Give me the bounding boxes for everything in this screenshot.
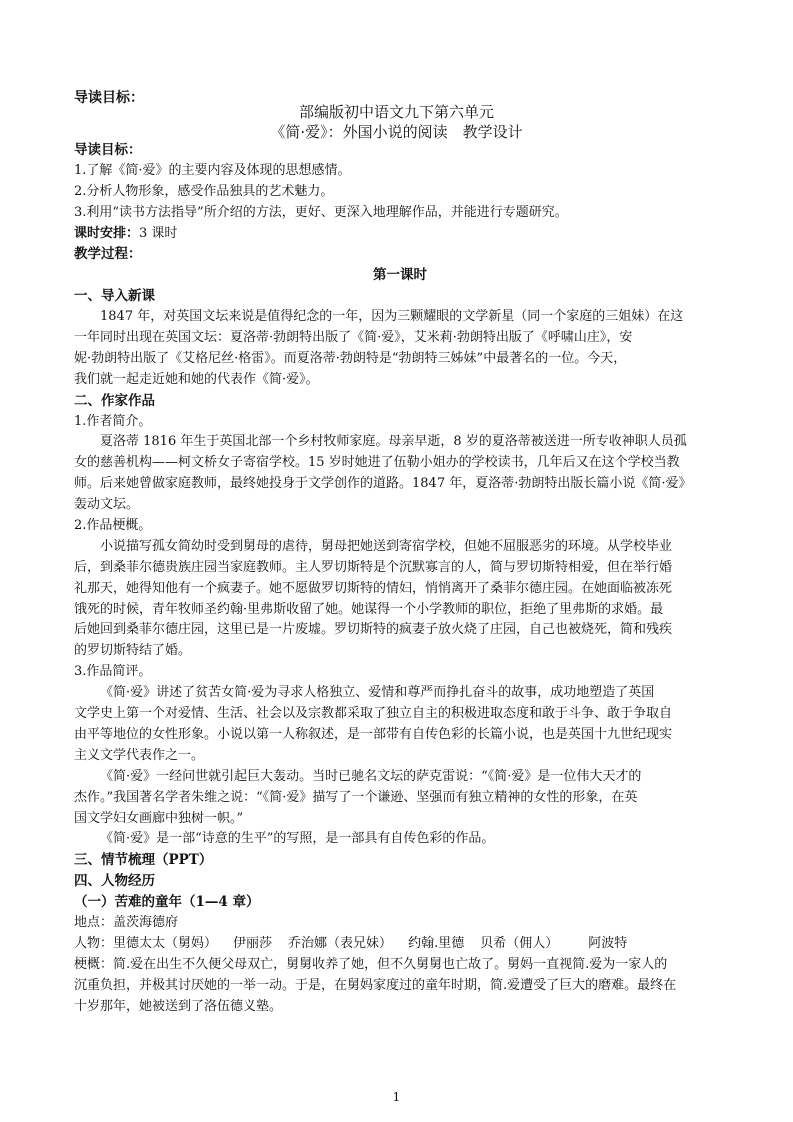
subsection-review: 3.作品简评。: [74, 664, 152, 680]
paragraph-line: 女的慈善机构——柯文桥女子寄宿学校。15 岁时她进了伍勒小姐办的学校读书，几年后又在这个学校当教: [74, 455, 680, 471]
paragraph-line: 由平等地位的女性形象。小说以第一人称叙述，是一部带有自传色彩的长篇小说，也是英国十九世纪现实: [74, 726, 673, 742]
place-line: 地点：盖茨海德府: [74, 914, 179, 930]
paragraph-line: 后她回到桑菲尔德庄园，这里已是一片废墟。罗切斯特的疯妻子放火烧了庄园，自己也被烧死，简和残疾: [74, 622, 673, 638]
paragraph-line: 夏洛蒂 1816 年生于英国北部一个乡村牧师家庭。母亲早逝，8 岁的夏洛蒂被送进一所专收神职人员孤: [100, 434, 687, 450]
section-4-heading: 四、人物经历: [74, 873, 155, 890]
section-2-heading: 二、作家作品: [74, 392, 155, 409]
title-line-1: 部编版初中语文九下第六单元: [298, 103, 494, 121]
people-label: 人物：: [74, 935, 114, 951]
schedule: [74, 224, 726, 245]
paragraph-line: 小说描写孤女简幼时受到舅母的虐待，舅母把她送到寄宿学校，但她不屈服恶劣的环境。从学校毕业: [100, 538, 673, 554]
paragraph-line: 妮·勃朗特出版了《艾格尼丝·格雷》。而夏洛蒂·勃朗特是“勃朗特三姊妹”中最著名的一位。今天，: [74, 350, 627, 366]
paragraph-line: 杰作。”我国著名学者朱维之说：“《简·爱》描写了一个谦逊、坚强而有独立精神的女性的形象，在英: [74, 789, 638, 805]
paragraph-line: 1847 年，对英国文坛来说是值得纪念的一年，因为三颗耀眼的文学新星（同一个家庭的三姐妹）在这: [100, 309, 684, 325]
paragraph-line: 轰动文坛。: [74, 497, 140, 513]
subsection-synopsis: 2.作品梗概。: [74, 518, 152, 534]
people-line: [74, 934, 726, 955]
summary-line: 梗概：简.爱在出生不久便父母双亡，舅舅收养了她，但不久舅舅也亡故了。舅妈一直视简.爱为一家人的: [74, 956, 668, 972]
paragraph-line: 我们就一起走近她和她的代表作《简·爱》。: [74, 371, 319, 387]
person: 伊丽莎: [233, 935, 273, 951]
person: 约翰.里德: [408, 935, 465, 951]
paragraph-line: 师。后来她曾做家庭教师，最终她投身于文学创作的道路。1847 年，夏洛蒂·勃朗特出版长篇小说《简·爱》: [74, 476, 692, 492]
paragraph-line: 一年同时出现在英国文坛：夏洛蒂·勃朗特出版了《简·爱》，艾米莉·勃朗特出版了《呼啸山庄》，安: [74, 330, 633, 346]
goal-1: 1.了解《简·爱》的主要内容及体现的思想感情。: [74, 162, 351, 178]
summary-line: 沉重负担，并极其讨厌她的一举一动。于是，在舅妈家度过的童年时期，简.爱遭受了巨大的磨难。最终在: [74, 977, 677, 993]
person: 贝希（佣人）: [480, 935, 559, 951]
goals-heading: 导读目标：: [74, 142, 142, 158]
paragraph-line: 《简·爱》一经问世就引起巨大轰动。当时已驰名文坛的萨克雷说：“《简·爱》是一位伟大天才的: [100, 768, 642, 784]
schedule-value: 3 课时: [139, 225, 178, 241]
paragraph-line: 饿死的时候，青年牧师圣约翰·里弗斯收留了她。她谋得一个小学教师的职位，拒绝了里弗斯的求婚。最: [74, 601, 664, 617]
paragraph-line: 后，到桑菲尔德贵族庄园当家庭教师。主人罗切斯特是个沉默寡言的人，简与罗切斯特相爱，但在举行婚: [74, 559, 673, 575]
section-1-heading: 一、导入新课: [74, 288, 155, 305]
paragraph-line: 《简·爱》讲述了贫苦女简·爱为寻求人格独立、爱情和尊严而挣扎奋斗的故事，成功地塑造了英国: [100, 685, 655, 701]
goal-3: 3.利用“读书方法指导”所介绍的方法，更好、更深入地理解作品，并能进行专题研究。: [74, 204, 568, 220]
paragraph-line: 的罗切斯特结了婚。: [74, 643, 192, 659]
goal-2: 2.分析人物形象，感受作品独具的艺术魅力。: [74, 183, 334, 199]
paragraph-line: 《简·爱》是一部“诗意的生平”的写照，是一部具有自传色彩的作品。: [100, 831, 495, 847]
summary-line: 十岁那年，她被送到了洛伍德义塾。: [74, 998, 283, 1014]
subsection-author: 1.作者简介。: [74, 413, 152, 429]
document-body: [74, 140, 726, 1017]
paragraph-line: 国文学妇女画廊中独树一帜。”: [74, 810, 244, 826]
title-line-2: 《简·爱》：外国小说的阅读 教学设计: [270, 123, 523, 141]
person: 乔治娜（表兄妹）: [288, 935, 393, 951]
person: 里德太太（舅妈）: [113, 935, 218, 951]
paragraph-line: 礼那天，她得知他有一个疯妻子。她不愿做罗切斯特的情妇，悄悄离开了桑菲尔德庄园。在她面临被冻死: [74, 580, 673, 596]
page-number: 1: [392, 1090, 401, 1104]
paragraph-line: 文学史上第一个对爱情、生活、社会以及宗教都采取了独立自主的积极进取态度和敢于斗争、敢于争取自: [74, 706, 673, 722]
paragraph-line: 主义文学代表作之一。: [74, 747, 205, 763]
person: 阿波特: [588, 935, 628, 951]
lesson-heading: 第一课时: [373, 267, 427, 284]
header-note: 导读目标：: [74, 90, 144, 106]
schedule-label: 课时安排：: [74, 225, 140, 241]
process-heading: 教学过程：: [74, 246, 142, 263]
section-3-heading: 三、情节梳理（PPT）: [74, 852, 213, 869]
subsection-childhood: （一）苦难的童年（1—4 章）: [74, 894, 260, 911]
